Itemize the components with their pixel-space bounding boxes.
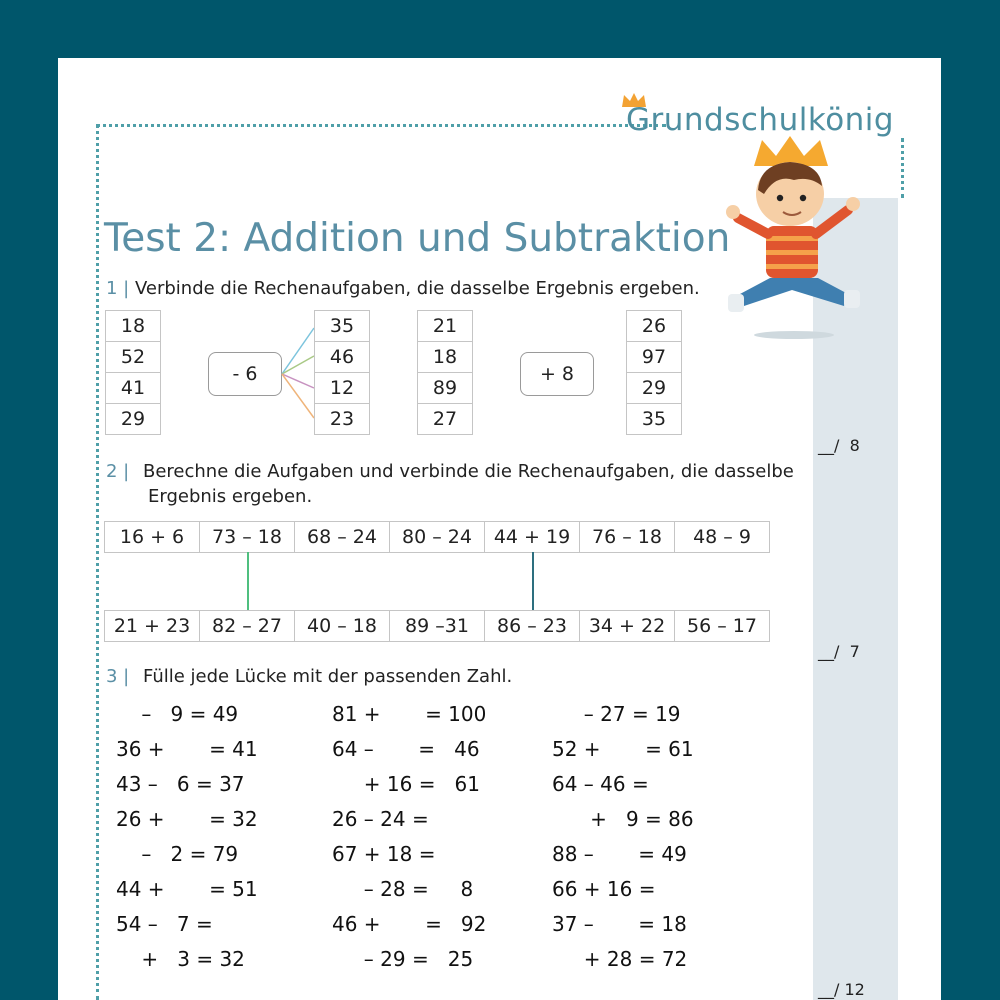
task-1-instruction: Verbinde die Rechenaufgaben, die dasselbe Ergebnis ergeben. xyxy=(134,278,700,299)
expression-cell: 34 + 22 xyxy=(579,610,675,642)
equation: 64 – = 46 xyxy=(332,737,480,761)
worksheet xyxy=(58,58,941,1000)
equation: – 27 = 19 xyxy=(552,702,681,726)
dotted-border-right xyxy=(901,138,904,198)
task-1-right-a xyxy=(314,311,370,435)
expression-cell: 86 – 23 xyxy=(484,610,580,642)
task-2-number: 2 | xyxy=(106,461,130,482)
task-2-bottom-row xyxy=(105,610,770,642)
equation: 64 – 46 = xyxy=(552,772,649,796)
task-3-instruction: Fülle jede Lücke mit der passenden Zahl. xyxy=(142,666,513,687)
number-cell: 35 xyxy=(626,403,682,435)
equation: 67 + 18 = xyxy=(332,842,436,866)
expression-cell: 73 – 18 xyxy=(199,521,295,553)
equation: 81 + = 100 xyxy=(332,702,487,726)
task-2-instruction: Berechne die Aufgaben und verbinde die Rechenaufgaben, die dasselbe xyxy=(142,461,794,482)
dotted-border-left xyxy=(96,124,99,1000)
expression-cell: 40 – 18 xyxy=(294,610,390,642)
equation: 54 – 7 = xyxy=(116,912,213,936)
equation: 88 – = 49 xyxy=(552,842,687,866)
task-3-heading xyxy=(106,666,512,687)
task-3-number: 3 | xyxy=(106,666,130,687)
expression-cell: 80 – 24 xyxy=(389,521,485,553)
task-1-heading xyxy=(106,278,700,299)
equation: 43 – 6 = 37 xyxy=(116,772,245,796)
expression-cell: 44 + 19 xyxy=(484,521,580,553)
connector-line xyxy=(282,328,314,374)
equation: + 16 = 61 xyxy=(332,772,480,796)
number-cell: 89 xyxy=(417,372,473,404)
number-cell: 41 xyxy=(105,372,161,404)
equation: – 28 = 8 xyxy=(332,877,474,901)
equation: 46 + = 92 xyxy=(332,912,487,936)
brand-logo: Grundschulkönig xyxy=(626,102,895,138)
equation: 36 + = 41 xyxy=(116,737,258,761)
equation: 52 + = 61 xyxy=(552,737,694,761)
number-cell: 23 xyxy=(314,403,370,435)
equation: 44 + = 51 xyxy=(116,877,258,901)
expression-cell: 56 – 17 xyxy=(674,610,770,642)
dotted-border-top xyxy=(96,124,666,127)
equation: 37 – = 18 xyxy=(552,912,687,936)
number-cell: 18 xyxy=(417,341,473,373)
expression-cell: 16 + 6 xyxy=(104,521,200,553)
task-2-score: __/ 7 xyxy=(818,642,860,661)
number-cell: 97 xyxy=(626,341,682,373)
expression-cell: 48 – 9 xyxy=(674,521,770,553)
equation: + 9 = 86 xyxy=(552,807,694,831)
number-cell: 12 xyxy=(314,372,370,404)
equation: – 9 = 49 xyxy=(116,702,239,726)
number-cell: 18 xyxy=(105,310,161,342)
task-3-score: __/ 12 xyxy=(818,980,865,999)
task-1-right-b xyxy=(626,311,682,435)
task-2-heading xyxy=(106,461,794,482)
task-2-instruction-continued: Ergebnis ergeben. xyxy=(148,486,313,507)
equation: + 28 = 72 xyxy=(552,947,688,971)
task-1-left-a xyxy=(105,311,161,435)
page-title: Test 2: Addition und Subtraktion xyxy=(104,216,731,261)
task-1-score: __/ 8 xyxy=(818,436,860,455)
number-cell: 52 xyxy=(105,341,161,373)
expression-cell: 68 – 24 xyxy=(294,521,390,553)
boy-mascot-icon xyxy=(724,134,864,344)
number-cell: 29 xyxy=(626,372,682,404)
equation: – 29 = 25 xyxy=(332,947,474,971)
expression-cell: 21 + 23 xyxy=(104,610,200,642)
expression-cell: 82 – 27 xyxy=(199,610,295,642)
task-1-left-b xyxy=(417,311,473,435)
equation: 26 + = 32 xyxy=(116,807,258,831)
task-1-operator-b: + 8 xyxy=(520,352,594,396)
number-cell: 21 xyxy=(417,310,473,342)
equation: – 2 = 79 xyxy=(116,842,239,866)
connector-line-green xyxy=(247,552,249,610)
connector-line-teal xyxy=(532,552,534,610)
task-2-top-row xyxy=(105,521,770,553)
number-cell: 46 xyxy=(314,341,370,373)
equation: + 3 = 32 xyxy=(116,947,245,971)
task-1-number: 1 | xyxy=(106,278,130,299)
equation: 66 + 16 = xyxy=(552,877,656,901)
equation: 26 – 24 = xyxy=(332,807,429,831)
number-cell: 35 xyxy=(314,310,370,342)
expression-cell: 89 –31 xyxy=(389,610,485,642)
task-1-operator-a: - 6 xyxy=(208,352,282,396)
expression-cell: 76 – 18 xyxy=(579,521,675,553)
connector-line xyxy=(282,356,314,374)
number-cell: 26 xyxy=(626,310,682,342)
number-cell: 27 xyxy=(417,403,473,435)
number-cell: 29 xyxy=(105,403,161,435)
